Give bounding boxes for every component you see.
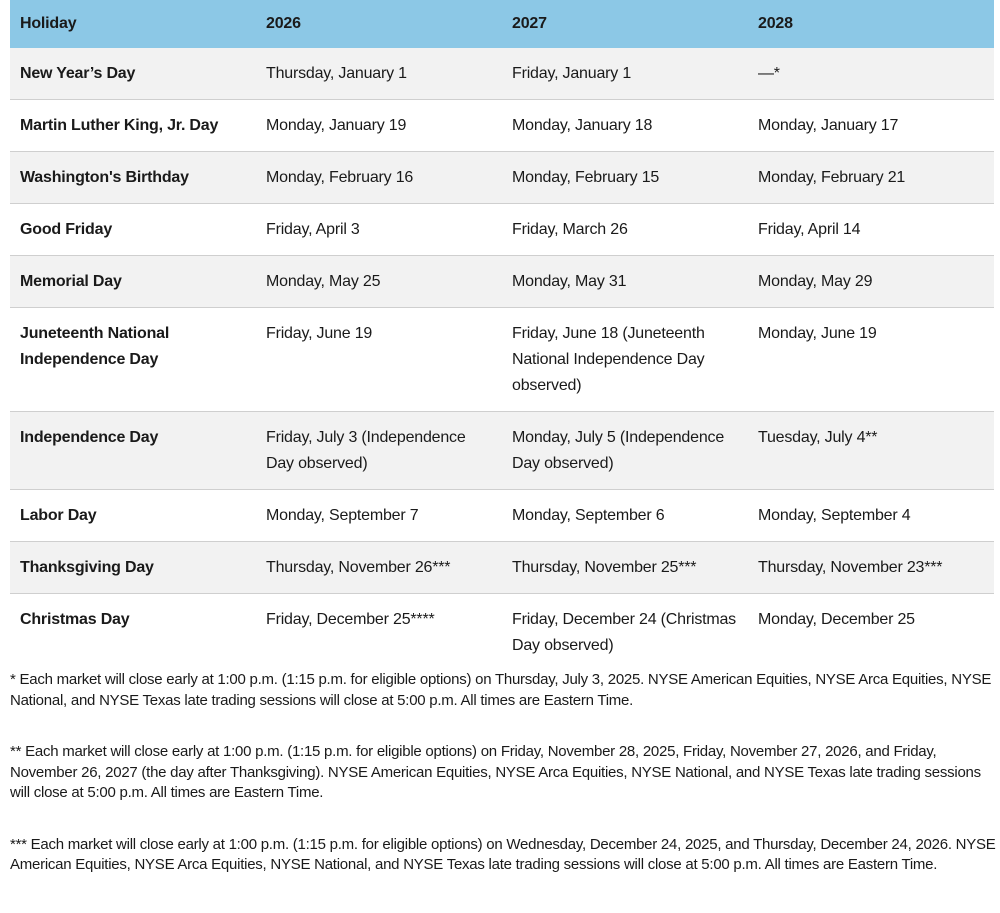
header-2028: 2028 — [758, 15, 793, 32]
date-2028: Monday, December 25 — [758, 611, 915, 628]
holiday-name: Memorial Day — [10, 256, 256, 308]
table-row — [10, 490, 994, 542]
holiday-table — [10, 0, 994, 671]
date-2026: Thursday, November 26*** — [256, 542, 502, 594]
holiday-name: Labor Day — [10, 490, 256, 542]
date-2027: Friday, March 26 — [502, 204, 748, 256]
date-2026: Friday, July 3 (Independence Day observed) — [256, 412, 502, 490]
date-2026: Monday, September 7 — [256, 490, 502, 542]
holiday-name: Good Friday — [10, 204, 256, 256]
table-row — [10, 48, 994, 100]
table-row — [10, 100, 994, 152]
date-2027: Friday, June 18 (Juneteenth National Independence Day observed) — [502, 308, 748, 412]
date-2028: Monday, June 19 — [748, 308, 994, 412]
holiday-name: Martin Luther King, Jr. Day — [10, 100, 256, 152]
date-2026: Friday, June 19 — [256, 308, 502, 412]
date-2027: Thursday, November 25*** — [502, 542, 748, 594]
table-header-row — [10, 0, 994, 48]
table-row — [10, 594, 994, 672]
date-2026: Monday, January 19 — [256, 100, 502, 152]
table-row — [10, 256, 994, 308]
holiday-name: Christmas Day — [20, 611, 130, 628]
holiday-name: Thanksgiving Day — [10, 542, 256, 594]
footnotes — [10, 670, 998, 876]
holiday-name: Independence Day — [10, 412, 256, 490]
holiday-name: Juneteenth National Independence Day — [10, 308, 256, 412]
footnote-double-asterisk: ** Each market will close early at 1:00 p.m. (1:15 p.m. for eligible options) on Friday, November 28, 2025, Friday, November 27, 2026, and Friday, November 26, 2027 (the day after Thanksgiving). NYSE American Equities, NYSE Arca Equities, NYSE National, and NYSE Texas late trading sessions will close at 5:00 p.m. All times are Eastern Time. — [10, 743, 981, 801]
date-2027: Monday, July 5 (Independence Day observed) — [502, 412, 748, 490]
date-2028: Monday, May 29 — [748, 256, 994, 308]
holiday-table-container — [10, 0, 994, 671]
table-row — [10, 152, 994, 204]
holiday-name: New Year’s Day — [10, 48, 256, 100]
date-2028: —* — [748, 48, 994, 100]
date-2027: Monday, September 6 — [502, 490, 748, 542]
header-2026: 2026 — [266, 15, 301, 32]
footnote-single-asterisk: * Each market will close early at 1:00 p.m. (1:15 p.m. for eligible options) on Thursday, July 3, 2025. NYSE American Equities, NYSE Arca Equities, NYSE National, and NYSE Texas late trading sessions will close at 5:00 p.m. All times are Eastern Time. — [10, 671, 992, 709]
date-2027: Monday, January 18 — [502, 100, 748, 152]
footnote-triple-asterisk: *** Each market will close early at 1:00 p.m. (1:15 p.m. for eligible options) on Wednesday, December 24, 2025, and Thursday, December 24, 2026. NYSE American Equities, NYSE Arca Equities, NYSE National, and NYSE Texas late trading sessions will close at 5:00 p.m. All times are Eastern Time. — [10, 835, 996, 873]
date-2027: Friday, January 1 — [502, 48, 748, 100]
date-2027: Monday, May 31 — [502, 256, 748, 308]
table-row — [10, 204, 994, 256]
date-2028: Thursday, November 23*** — [748, 542, 994, 594]
date-2027: Friday, December 24 (Christmas Day observed) — [512, 611, 736, 654]
table-row — [10, 542, 994, 594]
table-row — [10, 308, 994, 412]
date-2028: Monday, January 17 — [748, 100, 994, 152]
header-holiday: Holiday — [20, 15, 77, 32]
date-2028: Friday, April 14 — [748, 204, 994, 256]
header-2027: 2027 — [512, 15, 547, 32]
date-2028: Monday, September 4 — [748, 490, 994, 542]
date-2026: Monday, February 16 — [256, 152, 502, 204]
date-2027: Monday, February 15 — [502, 152, 748, 204]
date-2028: Tuesday, July 4** — [748, 412, 994, 490]
date-2026: Thursday, January 1 — [256, 48, 502, 100]
table-row — [10, 412, 994, 490]
date-2026: Friday, December 25**** — [266, 611, 435, 628]
date-2026: Friday, April 3 — [256, 204, 502, 256]
date-2028: Monday, February 21 — [748, 152, 994, 204]
date-2026: Monday, May 25 — [256, 256, 502, 308]
holiday-name: Washington's Birthday — [10, 152, 256, 204]
